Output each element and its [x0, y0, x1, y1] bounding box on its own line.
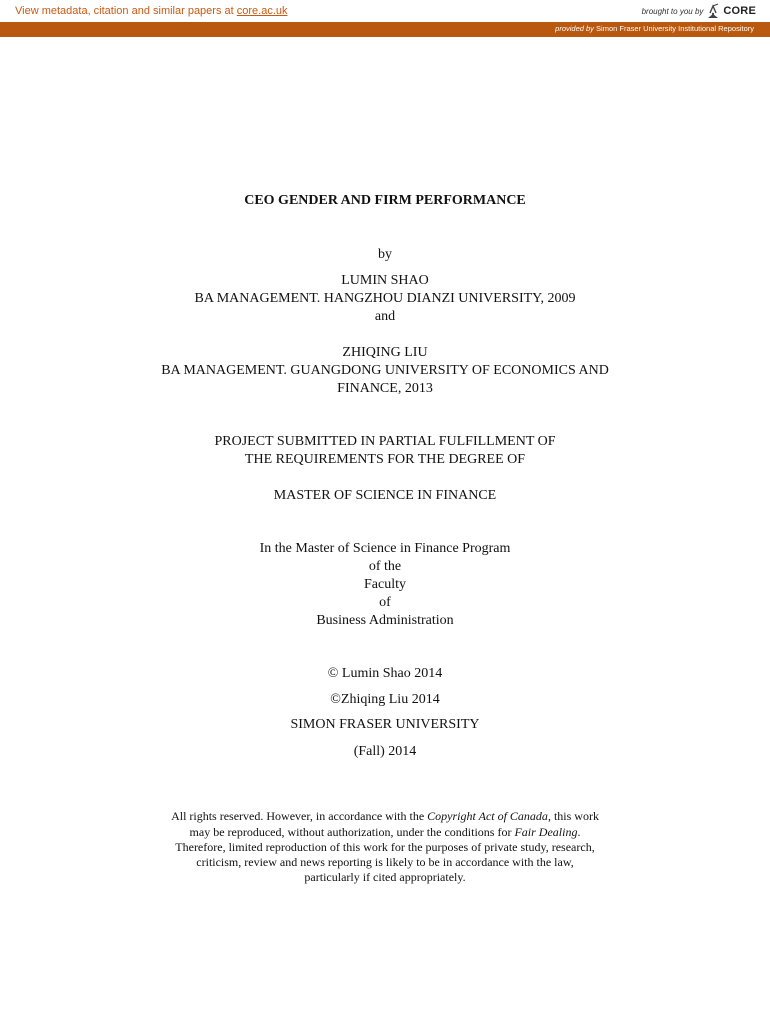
- rights-notice-line4: criticism, review and news reporting is likely to be in accordance with the law,: [196, 855, 574, 869]
- program-line: of the: [368, 559, 402, 574]
- provided-by-text[interactable]: [555, 24, 754, 33]
- author2-name: ZHIQING LIU: [342, 345, 428, 360]
- by-label: by: [378, 247, 392, 262]
- program-line: Faculty: [364, 577, 406, 592]
- rights-notice-text: All rights reserved. However, in accordance with the: [171, 809, 428, 823]
- rights-notice-line5: particularly if cited appropriately.: [304, 870, 466, 884]
- fair-dealing-reference: Fair Dealing: [514, 825, 578, 839]
- core-logo-text: CORE: [723, 5, 756, 17]
- author2-degree-line1: BA MANAGEMENT. GUANGDONG UNIVERSITY OF ECONOMICS AND: [161, 363, 609, 378]
- copyright-act-reference: Copyright Act of Canada: [427, 809, 548, 823]
- author2-degree-line2: FINANCE, 2013: [337, 381, 433, 396]
- copyright-shao: © Lumin Shao 2014: [327, 666, 443, 681]
- and-label: and: [374, 309, 396, 324]
- provided-by-source: Simon Fraser University Institutional Repository: [593, 24, 754, 33]
- rights-notice-line1: [0, 809, 770, 825]
- project-statement-line2: THE REQUIREMENTS FOR THE DEGREE OF: [244, 452, 526, 467]
- rights-notice-line2: [0, 825, 770, 841]
- core-metadata-line: [15, 5, 288, 17]
- rights-notice-text: , this work: [547, 809, 599, 823]
- thesis-title: CEO GENDER AND FIRM PERFORMANCE: [244, 193, 526, 208]
- university-name: SIMON FRASER UNIVERSITY: [290, 717, 480, 732]
- core-brought-by[interactable]: [642, 2, 756, 20]
- rights-notice-text: .: [577, 825, 581, 839]
- author1-name: LUMIN SHAO: [341, 273, 429, 288]
- core-logo-icon: [706, 3, 720, 19]
- brought-by-text: brought to you by: [641, 6, 704, 16]
- core-provided-bar: [0, 22, 770, 37]
- program-line: of: [379, 595, 391, 610]
- rights-notice-text: may be reproduced, without authorization, under the conditions for: [189, 825, 515, 839]
- degree-name: MASTER OF SCIENCE IN FINANCE: [273, 488, 497, 503]
- program-line: In the Master of Science in Finance Program: [259, 541, 511, 556]
- project-statement-line1: PROJECT SUBMITTED IN PARTIAL FULFILLMENT OF: [214, 434, 556, 449]
- provided-by-label: provided by: [555, 24, 594, 33]
- term: (Fall) 2014: [353, 744, 417, 759]
- author1-degree: BA MANAGEMENT. HANGZHOU DIANZI UNIVERSITY, 2009: [194, 291, 576, 306]
- rights-notice-line3: Therefore, limited reproduction of this work for the purposes of private study, research,: [175, 840, 595, 854]
- core-metadata-prefix: View metadata, citation and similar papers at: [15, 5, 237, 17]
- core-header: [0, 0, 770, 22]
- core-ac-uk-link[interactable]: core.ac.uk: [236, 5, 288, 17]
- program-line: Business Administration: [316, 613, 454, 628]
- copyright-liu: ©Zhiqing Liu 2014: [330, 692, 440, 707]
